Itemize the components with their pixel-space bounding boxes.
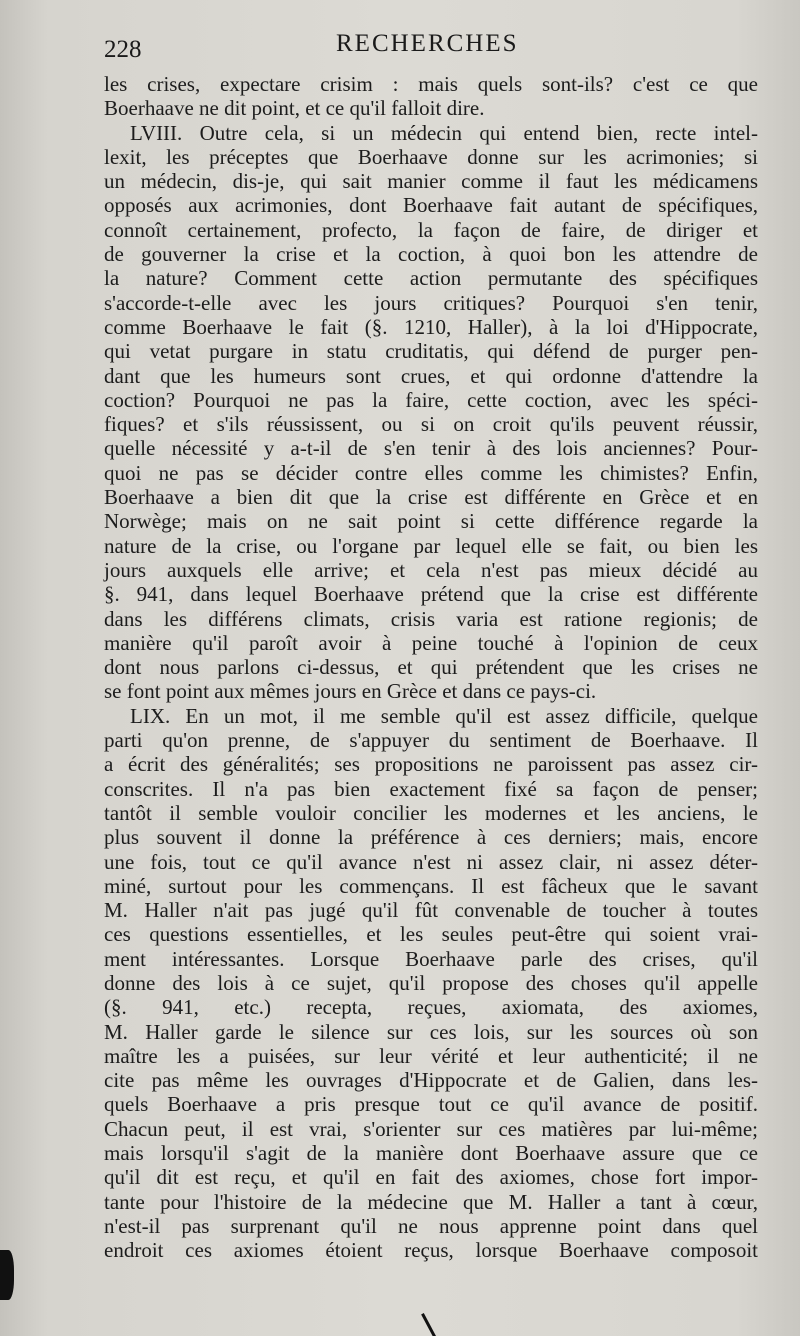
text-line: parti qu'on prenne, de s'appuyer du sentiment de Boerhaave. Il <box>104 728 758 753</box>
text-line: donne des lois à ce sujet, qu'il propose des choses qu'il appelle <box>104 970 758 995</box>
text-line: coction? Pourquoi ne pas la faire, cette coction, avec les spéci- <box>104 387 758 412</box>
text-line: nature de la crise, ou l'organe par lequel elle se fait, ou bien les <box>104 533 758 558</box>
text-line: quoi ne pas se décider contre elles comme les chimistes? Enfin, <box>104 460 758 485</box>
text-line: LVIII. Outre cela, si un médecin qui entend bien, recte intel- <box>130 120 758 145</box>
text-line: quelle nécessité y a-t-il de s'en tenir à des lois anciennes? Pour- <box>104 436 758 461</box>
text-line: LIX. En un mot, il me semble qu'il est assez difficile, quelque <box>130 703 758 728</box>
text-line: Boerhaave a bien dit que la crise est différente en Grèce et en <box>104 485 758 510</box>
text-line: tantôt il semble vouloir concilier les modernes et les anciens, le <box>104 800 758 825</box>
body-text <box>104 72 758 1263</box>
text-line: opposés aux acrimonies, dont Boerhaave fait autant de spécifiques, <box>104 193 758 218</box>
text-line: une fois, tout ce qu'il avance n'est ni assez clair, ni assez déter- <box>104 849 758 874</box>
text-line: dans les différens climats, crisis varia est ratione regionis; de <box>104 606 758 631</box>
text-line: lexit, les préceptes que Boerhaave donne sur les acrimonies; si <box>104 144 758 169</box>
text-line: un médecin, dis-je, qui sait manier comme il faut les médicamens <box>104 169 758 194</box>
text-line: cite pas même les ouvrages d'Hippocrate et de Galien, dans les- <box>104 1068 758 1093</box>
text-line: se font point aux mêmes jours en Grèce et dans ce pays-ci. <box>104 679 597 704</box>
text-line: maître les a puisées, sur leur vérité et leur authenticité; il ne <box>104 1043 758 1068</box>
text-line: conscrites. Il n'a pas bien exactement fixé sa façon de penser; <box>104 776 758 801</box>
binding-shadow <box>0 1250 14 1300</box>
text-line: fiques? et s'ils réussissent, ou si on croit qu'ils peuvent réussir, <box>104 412 758 437</box>
text-line: Boerhaave ne dit point, et ce qu'il falloit dire. <box>104 96 485 121</box>
text-line: ment intéressantes. Lorsque Boerhaave parle des crises, qu'il <box>104 946 758 971</box>
text-line: endroit ces axiomes étoient reçus, lorsque Boerhaave composoit <box>104 1238 758 1263</box>
text-line: Norwège; mais on ne sait point si cette différence regarde la <box>104 509 758 534</box>
text-line: dont nous parlons ci-dessus, et qui prétendent que les crises ne <box>104 655 758 680</box>
text-line: M. Haller garde le silence sur ces lois, sur les sources où son <box>104 1019 758 1044</box>
text-line: Chacun peut, il est vrai, s'orienter sur ces matières par lui-même; <box>104 1116 758 1141</box>
running-title: RECHERCHES <box>336 30 519 57</box>
text-line: plus souvent il donne la préférence à ces derniers; mais, encore <box>104 825 758 850</box>
text-line: a écrit des généralités; ses propositions ne paroissent pas assez cir- <box>104 752 758 777</box>
text-line: dant que les humeurs sont crues, et qui ordonne d'attendre la <box>104 363 758 388</box>
text-line: s'accorde-t-elle avec les jours critiques? Pourquoi s'en tenir, <box>104 290 758 315</box>
text-line: qui vetat purgare in statu cruditatis, qui défend de purger pen- <box>104 339 758 364</box>
text-line: la nature? Comment cette action permutante des spécifiques <box>104 266 758 291</box>
text-line: qu'il dit est reçu, et qu'il en fait des axiomes, chose fort impor- <box>104 1165 758 1190</box>
text-line: manière qu'il paroît avoir à peine touché à l'opinion de ceux <box>104 630 758 655</box>
text-line: mais lorsqu'il s'agit de la manière dont Boerhaave assure que ce <box>104 1141 758 1166</box>
text-line: miné, surtout pour les commençans. Il est fâcheux que le savant <box>104 873 758 898</box>
text-line: M. Haller n'ait pas jugé qu'il fût convenable de toucher à toutes <box>104 898 758 923</box>
text-line: (§. 941, etc.) recepta, reçues, axiomata, des axiomes, <box>104 995 758 1020</box>
text-line: n'est-il pas surprenant qu'il ne nous apprenne point dans quel <box>104 1213 758 1238</box>
text-line: tante pour l'histoire de la médecine que M. Haller a tant à cœur, <box>104 1189 758 1214</box>
paper-mark <box>421 1313 438 1336</box>
text-line: §. 941, dans lequel Boerhaave prétend que la crise est différente <box>104 582 758 607</box>
page-number: 228 <box>104 36 142 63</box>
text-line: connoît certainement, profecto, la façon de faire, de diriger et <box>104 217 758 242</box>
text-line: les crises, expectare crisim : mais quels sont-ils? c'est ce que <box>104 72 758 96</box>
text-line: jours auxquels elle arrive; et cela n'est pas mieux décidé au <box>104 557 758 582</box>
text-line: comme Boerhaave le fait (§. 1210, Haller), à la loi d'Hippocrate, <box>104 314 758 339</box>
page-header <box>104 30 764 64</box>
text-line: ces questions essentielles, et les seules peut-être qui soient vrai- <box>104 922 758 947</box>
text-line: quels Boerhaave a pris presque tout ce qu'il avance de positif. <box>104 1092 758 1117</box>
text-line: de gouverner la crise et la coction, à quoi bon les attendre de <box>104 242 758 267</box>
